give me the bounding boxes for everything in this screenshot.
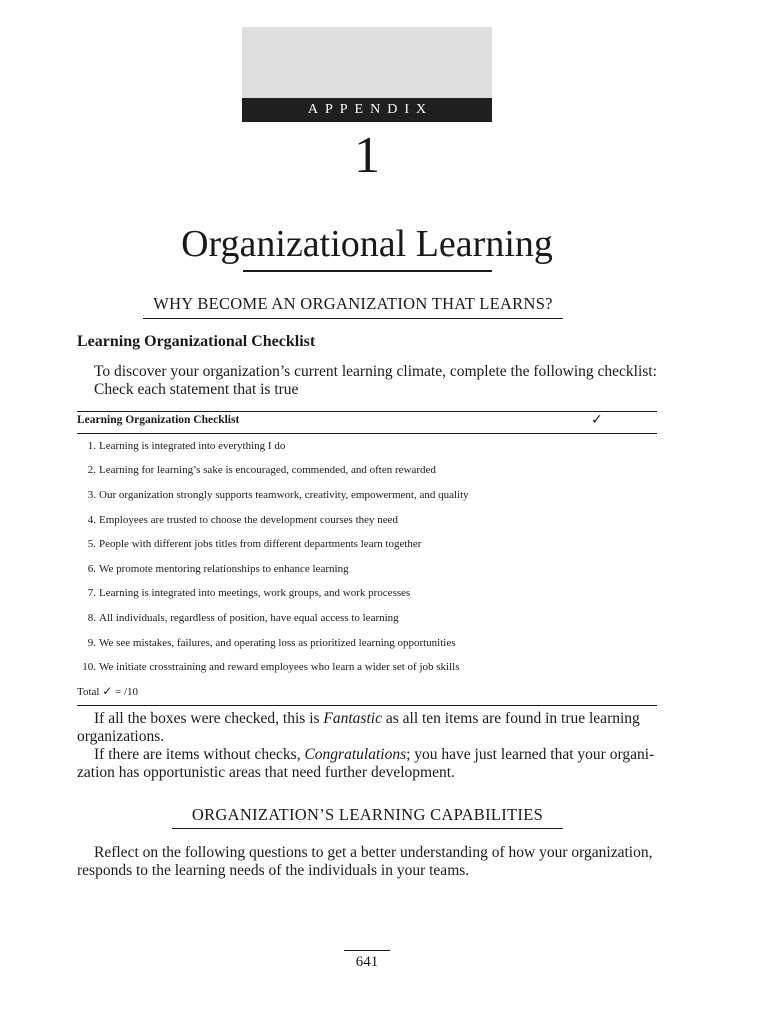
result-paragraph-1-line2: organizations. bbox=[77, 728, 165, 745]
result-paragraph-2-line2: zation has opportunistic areas that need further development. bbox=[77, 764, 455, 781]
row-number: 10. bbox=[82, 661, 96, 673]
result-text: If there are items without checks, bbox=[94, 746, 305, 763]
page-number: 641 bbox=[355, 954, 379, 970]
appendix-number: 1 bbox=[354, 127, 380, 184]
result-emphasis: Congratulations bbox=[304, 746, 407, 763]
row-text: Learning for learning’s sake is encouraged, commended, and often rewarded bbox=[99, 464, 436, 476]
row-text: People with different jobs titles from different departments learn together bbox=[99, 538, 422, 550]
row-number: 5. bbox=[87, 538, 96, 550]
checklist-row bbox=[77, 562, 349, 576]
section-heading-underline bbox=[143, 318, 563, 319]
table-header-rule bbox=[77, 433, 657, 434]
title-underline bbox=[243, 270, 492, 272]
row-text: We initiate crosstraining and reward employees who learn a wider set of job skills bbox=[99, 661, 460, 673]
row-text: Learning is integrated into everything I do bbox=[99, 440, 286, 452]
checklist-row bbox=[77, 463, 436, 477]
row-text: We see mistakes, failures, and operating loss as prioritized learning opportunities bbox=[99, 637, 456, 649]
page-number-rule bbox=[344, 950, 390, 951]
table-bottom-rule bbox=[77, 705, 657, 706]
checklist-row bbox=[77, 611, 399, 625]
row-number: 6. bbox=[87, 563, 96, 575]
row-number: 2. bbox=[87, 464, 96, 476]
section-heading-why-learn: WHY BECOME AN ORGANIZATION THAT LEARNS? bbox=[153, 294, 553, 313]
appendix-label: APPENDIX bbox=[242, 98, 492, 122]
checklist-intro-line2: Check each statement that is true bbox=[94, 381, 299, 398]
result-text: as all ten items are found in true learning bbox=[381, 710, 640, 727]
row-number: 7. bbox=[87, 587, 96, 599]
result-emphasis: Fantastic bbox=[323, 710, 382, 727]
result-text: If all the boxes were checked, this is bbox=[94, 710, 324, 727]
table-header-label: Learning Organization Checklist bbox=[77, 414, 240, 426]
row-text: Employees are trusted to choose the development courses they need bbox=[99, 514, 399, 526]
row-text: We promote mentoring relationships to enhance learning bbox=[99, 563, 349, 575]
result-paragraph-1 bbox=[94, 710, 640, 729]
total-label: Total bbox=[77, 686, 100, 698]
section-heading-capabilities: ORGANIZATION’S LEARNING CAPABILITIES bbox=[191, 805, 544, 824]
result-text: ; you have just learned that your organi- bbox=[406, 746, 655, 763]
checkmark-icon: ✓ bbox=[591, 412, 603, 428]
row-text: Learning is integrated into meetings, work groups, and work processes bbox=[99, 587, 411, 599]
total-row bbox=[77, 684, 138, 698]
row-number: 1. bbox=[87, 440, 96, 452]
checklist-intro-line1: To discover your organization’s current learning climate, complete the following checklist: bbox=[94, 363, 657, 380]
checklist-row bbox=[77, 660, 459, 674]
row-number: 4. bbox=[87, 514, 96, 526]
checklist-row bbox=[77, 439, 285, 453]
row-text: All individuals, regardless of position, have equal access to learning bbox=[99, 612, 399, 624]
row-number: 8. bbox=[87, 612, 96, 624]
result-paragraph-2 bbox=[94, 746, 654, 765]
appendix-gray-block bbox=[242, 27, 492, 98]
row-text: Our organization strongly supports teamwork, creativity, empowerment, and quality bbox=[99, 489, 469, 501]
row-number: 9. bbox=[87, 637, 96, 649]
checklist-subheading: Learning Organizational Checklist bbox=[77, 333, 316, 350]
checkmark-icon: ✓ bbox=[102, 684, 113, 698]
capabilities-paragraph-line2: responds to the learning needs of the individuals in your teams. bbox=[77, 862, 470, 879]
checklist-row bbox=[77, 537, 421, 551]
chapter-title: Organizational Learning bbox=[181, 223, 553, 265]
table-top-rule bbox=[77, 411, 657, 412]
checklist-row bbox=[77, 586, 410, 600]
row-number: 3. bbox=[87, 489, 96, 501]
total-value: = /10 bbox=[115, 686, 139, 698]
capabilities-paragraph-line1: Reflect on the following questions to get a better understanding of how your organization, bbox=[94, 844, 653, 861]
checklist-row bbox=[77, 636, 456, 650]
section-heading-underline bbox=[172, 828, 563, 829]
checklist-row bbox=[77, 488, 469, 502]
checklist-row bbox=[77, 513, 398, 527]
